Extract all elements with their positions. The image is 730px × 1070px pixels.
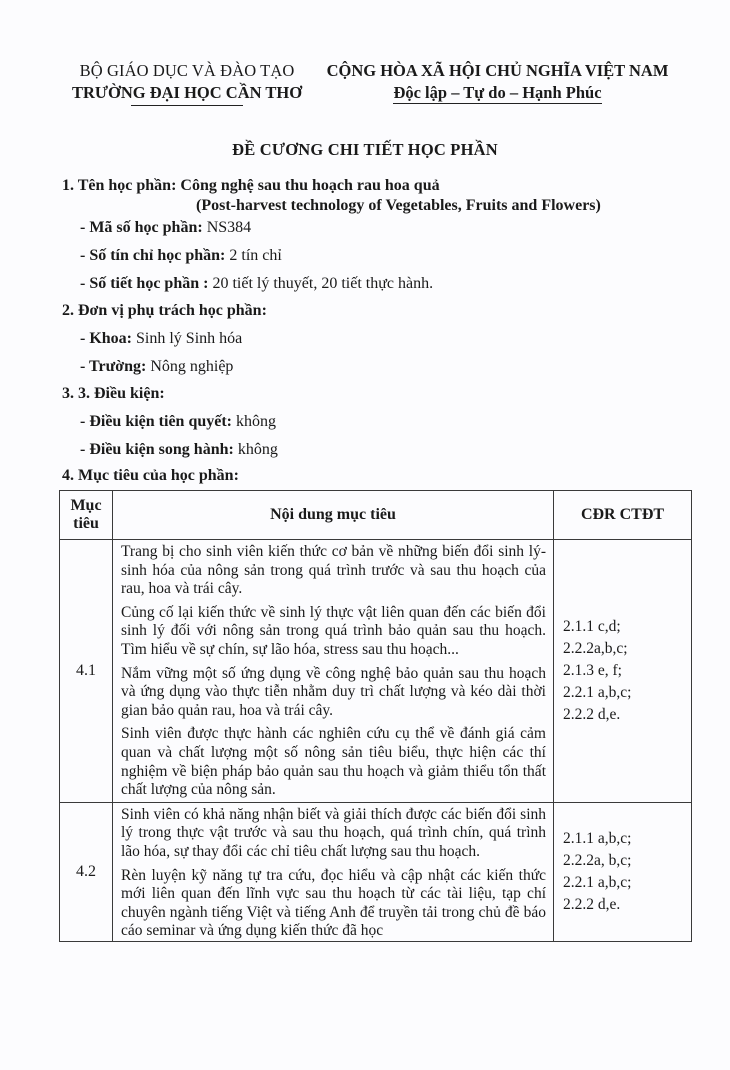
objectives-table (59, 490, 692, 942)
school-label: - Trường: (80, 358, 147, 375)
objective-paragraph: Củng cố lại kiến thức về sinh lý thực vật liên quan đến các biến đổi sinh lý đối với nông sản trong quá trình bảo quản sau thu hoạch. Tìm hiểu về sự chín, sự lão hóa, stress sau thu hoạch... (121, 603, 546, 658)
credits-value: 2 tín chỉ (225, 247, 282, 264)
credits-line (80, 246, 282, 266)
section-2-heading (62, 301, 267, 321)
country-name: CỘNG HÒA XÃ HỘI CHỦ NGHĨA VIỆT NAM (326, 61, 669, 80)
header-objective-content: Nội dung mục tiêu (113, 491, 554, 540)
corequisite-value: không (233, 441, 278, 458)
section-3-label: 3. 3. Điều kiện: (62, 385, 165, 402)
prerequisite-value: không (232, 413, 276, 430)
header-objective-id (60, 491, 113, 540)
objective-paragraph: Rèn luyện kỹ năng tự tra cứu, đọc hiểu và cập nhật các kiến thức mới liên quan đến lĩnh vực sau thu hoạch từ các tài liệu, tạp chí chuyên ngành tiếng Việt và tiếng Anh để truyền tải trong chủ đề báo cáo seminar và ứng dụng kiến thức đã học (121, 866, 546, 940)
course-name-english: (Post-harvest technology of Vegetables, Fruits and Flowers) (196, 197, 601, 214)
faculty-label: - Khoa: (80, 330, 132, 347)
outcome-code: 2.1.1 c,d; (563, 617, 621, 635)
university-name: TRƯỜNG ĐẠI HỌC CẦN THƠ (71, 83, 303, 102)
section-4-label: 4. Mục tiêu của học phần: (62, 467, 239, 484)
document-title: ĐỀ CƯƠNG CHI TIẾT HỌC PHẦN (232, 140, 498, 159)
objective-paragraph: Sinh viên có khả năng nhận biết và giải thích được các biến đổi sinh lý trong thực vật trước và sau thu hoạch, quá trình chín, quá trình lão hóa, sự thay đổi các chỉ tiêu chất lượng sau thu hoạch. (121, 805, 546, 860)
corequisite-label: - Điều kiện song hành: (80, 441, 234, 458)
header-left (62, 60, 312, 106)
ministry-name: BỘ GIÁO DỤC VÀ ĐÀO TẠO (79, 61, 295, 80)
course-code-line (80, 218, 251, 238)
national-motto: Độc lập – Tự do – Hạnh Phúc (393, 83, 602, 102)
objective-paragraph: Trang bị cho sinh viên kiến thức cơ bản về những biến đổi sinh lý-sinh hóa của nông sản trong quá trình trước và sau thu hoạch của rau, hoa và trái cây. (121, 543, 546, 598)
section-2-label: 2. Đơn vị phụ trách học phần: (62, 302, 267, 319)
periods-label: - Số tiết học phần : (80, 275, 209, 292)
header-objective-id-line2: tiêu (73, 515, 99, 532)
objective-content (113, 802, 554, 941)
outcome-code: 2.2.2a, b,c; (563, 851, 632, 869)
prerequisite-label: - Điều kiện tiên quyết: (80, 413, 232, 430)
section-1-heading (62, 176, 440, 196)
header-program-outcomes: CĐR CTĐT (554, 491, 692, 540)
table-header-row (60, 491, 692, 540)
credits-label: - Số tín chỉ học phần: (80, 247, 226, 264)
outcome-code: 2.2.2 d,e. (563, 705, 621, 723)
header-right (315, 60, 680, 104)
table-row (60, 802, 692, 941)
section-3-heading (62, 384, 165, 404)
header-objective-id-line1: Mục (70, 497, 102, 514)
section-4-heading (62, 466, 239, 486)
outcome-code: 2.2.2 d,e. (563, 895, 621, 913)
prerequisite-line (80, 412, 276, 432)
faculty-value: Sinh lý Sinh hóa (132, 330, 243, 347)
table-row (60, 540, 692, 803)
header-left-underline (131, 105, 243, 106)
outcome-code: 2.1.3 e, f; (563, 661, 622, 679)
section-1-label: 1. Tên học phần: (62, 177, 177, 194)
course-name: Công nghệ sau thu hoạch rau hoa quả (180, 177, 440, 194)
periods-value: 20 tiết lý thuyết, 20 tiết thực hành. (208, 275, 434, 292)
objective-paragraph: Sinh viên được thực hành các nghiên cứu cụ thể về đánh giá cảm quan và chất lượng một số nông sản tiêu biểu, thực hiện các thí nghiệm về biện pháp bảo quản sau thu hoạch và giảm thiểu tổn thất chất lượng của nông sản. (121, 725, 546, 799)
objective-paragraph: Nắm vững một số ứng dụng về công nghệ bảo quản sau thu hoạch và ứng dụng vào thực tiễn nhằm duy trì chất lượng và kéo dài thời gian bảo quản rau, hoa và trái cây. (121, 664, 546, 719)
outcome-code: 2.2.1 a,b,c; (563, 683, 632, 701)
corequisite-line (80, 440, 278, 460)
outcome-code: 2.2.1 a,b,c; (563, 873, 632, 891)
periods-line (80, 274, 433, 294)
faculty-line (80, 329, 242, 349)
outcome-code: 2.2.2a,b,c; (563, 639, 628, 657)
school-value: Nông nghiệp (146, 358, 234, 375)
objective-id: 4.2 (60, 802, 113, 941)
course-code-label: - Mã số học phần: (80, 219, 203, 236)
program-outcomes (554, 540, 692, 803)
course-code-value: NS384 (202, 219, 252, 236)
program-outcomes (554, 802, 692, 941)
outcome-code: 2.1.1 a,b,c; (563, 829, 632, 847)
school-line (80, 357, 233, 377)
objective-content (113, 540, 554, 803)
objective-id: 4.1 (60, 540, 113, 803)
